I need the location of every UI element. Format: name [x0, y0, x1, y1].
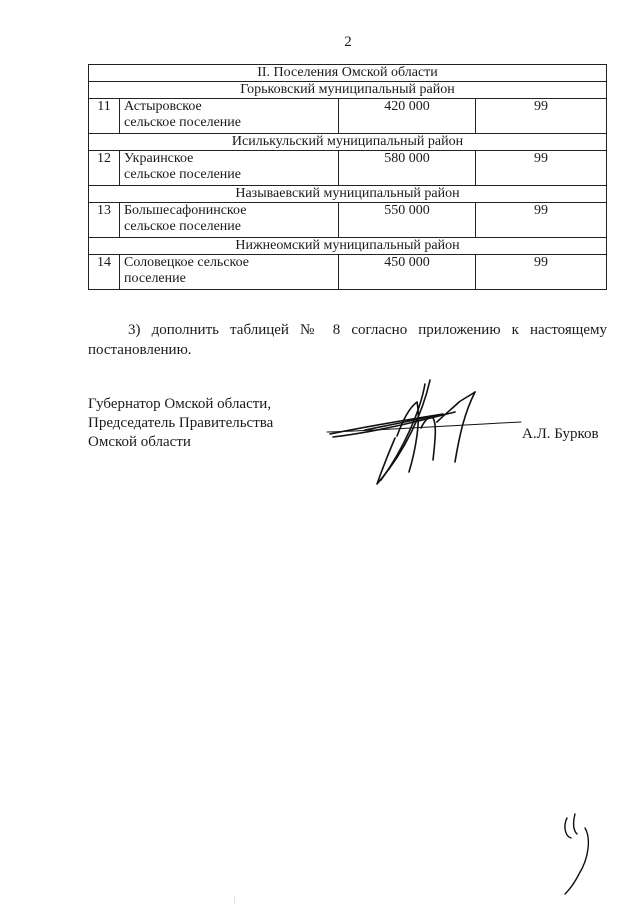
district-row [89, 134, 607, 151]
item-3-paragraph: 3) дополнить таблицей № 8 согласно приложению к настоящему постановлению. [88, 322, 607, 358]
signatory-title-line3: Омской области [88, 434, 191, 450]
district-name: Горьковский муниципальный район [89, 82, 607, 99]
section-header: II. Поселения Омской области [89, 65, 607, 82]
district-name: Исилькульский муниципальный район [89, 134, 607, 151]
row-number: 12 [89, 151, 120, 186]
district-row [89, 186, 607, 203]
page-initials-mark [555, 808, 600, 898]
percent-cell: 99 [476, 99, 607, 134]
signatory-name: А.Л. Бурков [522, 426, 599, 442]
table-row [89, 255, 607, 290]
settlement-name-line2: сельское поселение [124, 167, 241, 182]
amount-cell: 450 000 [339, 255, 476, 290]
signatory-title-line2: Председатель Правительства [88, 415, 274, 431]
district-name: Нижнеомский муниципальный район [89, 238, 607, 255]
table-section-header-row [89, 65, 607, 82]
handwritten-signature [325, 372, 525, 492]
settlement-name-line2: сельское поселение [124, 115, 241, 130]
row-number: 14 [89, 255, 120, 290]
settlement-name-line1: Соловецкое сельское [124, 255, 250, 270]
settlement-name [120, 151, 339, 186]
settlements-table [88, 64, 607, 290]
table-row [89, 151, 607, 186]
signatory-title [88, 395, 273, 452]
settlement-name-line2: сельское поселение [124, 219, 241, 234]
scan-speck: | [234, 895, 236, 904]
settlement-name-line1: Большесафонинское [124, 203, 247, 218]
district-row [89, 82, 607, 99]
settlement-name-line1: Астыровское [124, 99, 202, 114]
settlement-name-line1: Украинское [124, 151, 194, 166]
amount-cell: 420 000 [339, 99, 476, 134]
amount-cell: 580 000 [339, 151, 476, 186]
page-number: 2 [344, 34, 352, 50]
amount-cell: 550 000 [339, 203, 476, 238]
percent-cell: 99 [476, 203, 607, 238]
percent-cell: 99 [476, 151, 607, 186]
scan-speck: · [300, 828, 303, 837]
table-row [89, 99, 607, 134]
settlement-name [120, 99, 339, 134]
settlement-name-line2: поселение [124, 271, 186, 286]
district-row [89, 238, 607, 255]
district-name: Называевский муниципальный район [89, 186, 607, 203]
row-number: 11 [89, 99, 120, 134]
settlement-name [120, 255, 339, 290]
settlement-name [120, 203, 339, 238]
signatory-title-line1: Губернатор Омской области, [88, 396, 272, 412]
table-row [89, 203, 607, 238]
row-number: 13 [89, 203, 120, 238]
percent-cell: 99 [476, 255, 607, 290]
